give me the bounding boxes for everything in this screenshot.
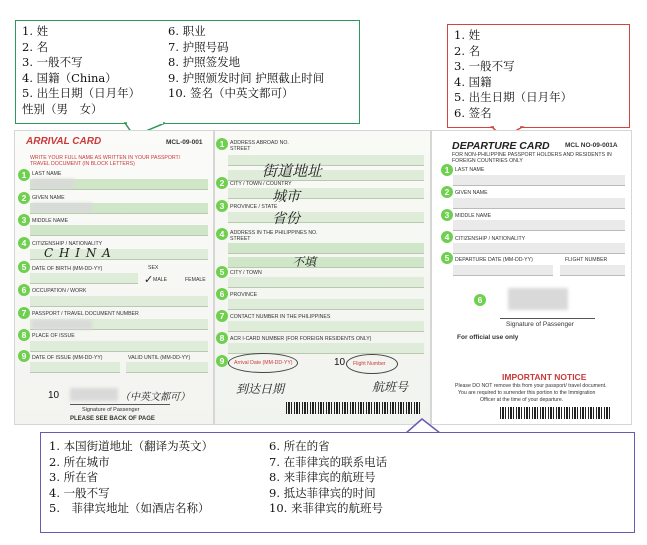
redacted-value (32, 203, 92, 212)
field-badge: 6 (216, 288, 228, 300)
callout-line: 10. 签名（中英文都可） (168, 86, 294, 100)
callout-col-left (22, 24, 140, 117)
arrival-signature-label: Signature of Passenger (82, 407, 140, 413)
field-label-date-of-issue: DATE OF ISSUE (MM-DD-YY) (32, 355, 103, 361)
callout-line: 4. 国籍（China） (22, 70, 117, 85)
address-ph-field[interactable] (228, 243, 424, 254)
callout-line: 5. 出生日期（日月年） (454, 90, 573, 104)
field-label-last-name: LAST NAME (32, 171, 62, 177)
callout-departure-fields (447, 24, 630, 128)
valid-until-field[interactable] (126, 362, 208, 373)
callout-col-left (49, 439, 213, 517)
field-label-dob: DATE OF BIRTH (MM-DD-YY) (32, 266, 103, 272)
handwritten-flight: 航班号 (372, 380, 409, 394)
field-label-province: PROVINCE (230, 292, 258, 298)
contact-number-field[interactable] (228, 321, 424, 332)
field-badge: 7 (216, 310, 228, 322)
see-back-label: PLEASE SEE BACK OF PAGE (70, 416, 155, 422)
notice-title: IMPORTANT NOTICE (502, 372, 587, 382)
field-badge: 1 (216, 138, 228, 150)
field-label-departure-date: DEPARTURE DATE (MM-DD-YY) (455, 257, 533, 263)
field-badge: 6 (474, 294, 486, 306)
callout-line: 4. 一般不写 (49, 485, 110, 500)
callout-line: 5. 菲律宾地址（如酒店名称） (49, 501, 210, 515)
notice-text-1: Please DO NOT remove this from your passport/ travel document. (455, 383, 607, 389)
handwritten-city: 城市 (272, 189, 300, 205)
field-label-middle-name: MIDDLE NAME (455, 213, 492, 219)
field-badge: 2 (441, 186, 453, 198)
callout-line: 1. 姓 (454, 28, 481, 42)
occupation-field[interactable] (30, 296, 208, 307)
field-badge: 5 (441, 252, 453, 264)
field-label-province-state: PROVINCE / STATE (230, 204, 278, 210)
callout-arrival-fields (15, 20, 360, 124)
handwritten-arrival-date: 到达日期 (236, 382, 285, 396)
dep-nationality-field[interactable] (453, 243, 625, 254)
callout-line: 2. 所在城市 (49, 454, 110, 469)
field-label-contact: CONTACT NUMBER IN THE PHILIPPINES (230, 314, 331, 320)
callout-line: 3. 一般不写 (454, 59, 515, 73)
field-badge: 3 (216, 200, 228, 212)
male-label: MALE (153, 277, 168, 283)
callout-line: 4. 国籍 (454, 74, 492, 89)
callout-line: 6. 职业 (168, 24, 206, 38)
handwritten-address: 街道地址 (262, 162, 323, 180)
callout-line: 9. 护照颁发时间 护照截止时间 (168, 70, 325, 85)
official-use-label: For official use only (457, 334, 519, 341)
field-badge: 8 (18, 329, 30, 341)
dob-field[interactable] (30, 273, 138, 284)
field-badge: 2 (18, 192, 30, 204)
field-label-city-country: CITY / TOWN / COUNTRY (230, 181, 292, 187)
field-badge: 9 (216, 355, 228, 367)
field-label-address-ph: ADDRESS IN THE PHILIPPINES NO. STREET (230, 230, 318, 242)
notice-text-2: You are required to surrender this portion to the Immigration (458, 390, 596, 396)
field-label-given-name: GIVEN NAME (455, 190, 488, 196)
dep-given-name-field[interactable] (453, 198, 625, 209)
callout-line: 6. 签名 (454, 105, 492, 120)
dep-flight-field[interactable] (560, 265, 625, 276)
field-label-occupation: OCCUPATION / WORK (32, 288, 87, 294)
barcode (500, 407, 610, 419)
address-abroad-field[interactable] (228, 155, 424, 166)
callout-line: 6. 所在的省 (269, 439, 330, 453)
place-of-issue-field[interactable] (30, 341, 208, 352)
callout-address-fields (40, 432, 635, 533)
callout-line: 7. 护照号码 (168, 39, 229, 54)
nationality-value: C H I N A (44, 246, 112, 260)
field-badge: 4 (18, 237, 30, 249)
date-of-issue-field[interactable] (30, 362, 120, 373)
field-badge: 8 (216, 332, 228, 344)
departure-card-title: DEPARTURE CARD (452, 140, 550, 152)
callout-line: 10. 来菲律宾的航班号 (269, 501, 383, 515)
departure-signature-label: Signature of Passenger (506, 321, 574, 328)
signature-note: （中英文都可） (120, 392, 190, 403)
callout-line: 性别（男 女） (22, 101, 103, 116)
sex-label: SEX (148, 265, 159, 271)
callout-line: 9. 抵达菲律宾的时间 (269, 485, 376, 500)
province-field[interactable] (228, 299, 424, 310)
callout-line: 3. 一般不写 (22, 55, 83, 69)
callout-line: 1. 本国街道地址（翻译为英文） (49, 439, 214, 453)
arrival-card-title: ARRIVAL CARD (26, 136, 102, 147)
field-label-acr: ACR I-CARD NUMBER (FOR FOREIGN RESIDENTS ONLY) (230, 336, 372, 342)
field-label-given-name: GIVEN NAME (32, 195, 65, 201)
field-badge: 4 (441, 231, 453, 243)
signature-number: 10 (48, 390, 60, 401)
callout-line: 2. 名 (22, 39, 49, 54)
female-label: FEMALE (185, 277, 206, 283)
notice-text-3: Officer at the time of your departure. (480, 397, 564, 403)
field-badge: 2 (216, 177, 228, 189)
city-country-field[interactable] (228, 188, 424, 199)
check-mark-icon: ✓ (144, 273, 154, 286)
field-label-nationality: CITIZENSHIP / NATIONALITY (32, 241, 103, 247)
callout-line: 5. 出生日期（日月年） (22, 86, 141, 100)
callout-line: 8. 来菲律宾的航班号 (269, 470, 376, 484)
dep-middle-name-field[interactable] (453, 220, 625, 231)
handwritten-not-filled: 不填 (292, 255, 317, 269)
middle-name-field[interactable] (30, 225, 208, 236)
field-badge: 1 (441, 164, 453, 176)
redacted-value (32, 179, 74, 188)
field-label-arrival-date: Arrival Date (MM-DD-YY) (234, 360, 293, 366)
redacted-value (32, 320, 92, 329)
redacted-signature (508, 288, 568, 310)
field-badge: 7 (18, 307, 30, 319)
field-badge: 1 (18, 169, 30, 181)
dep-date-field[interactable] (453, 265, 553, 276)
signature-line (500, 318, 595, 319)
address-abroad-field-2[interactable] (228, 170, 424, 181)
city-town-field[interactable] (228, 277, 424, 288)
field-label-nationality: CITIZENSHIP / NATIONALITY (455, 236, 526, 242)
field-label-city-town: CITY / TOWN (230, 270, 262, 276)
flight-number-label: FLIGHT NUMBER (565, 257, 608, 263)
arrival-card-code: MCL-09-001 (166, 139, 203, 146)
field-label-flight-number: Flight Number (353, 361, 386, 367)
callout-line: 2. 名 (454, 43, 481, 58)
valid-until-label: VALID UNTIL (MM-DD-YY) (128, 355, 191, 361)
departure-subtitle: FOR NON-PHILIPPINE PASSPORT HOLDERS AND RESIDENTS IN FOREIGN COUNTRIES ONLY (452, 152, 612, 164)
callout-line: 1. 姓 (22, 24, 49, 38)
field-label-last-name: LAST NAME (455, 167, 485, 173)
address-ph-field-2[interactable] (228, 257, 424, 268)
field-badge: 6 (18, 284, 30, 296)
field-label-place-of-issue: PLACE OF ISSUE (32, 333, 75, 339)
field-badge: 5 (18, 261, 30, 273)
province-state-field[interactable] (228, 212, 424, 223)
callout-line: 8. 护照签发地 (168, 55, 241, 69)
barcode (286, 402, 420, 414)
departure-card-code: MCL NO-09-001A (565, 142, 618, 149)
callout-line: 7. 在菲律宾的联系电话 (269, 454, 388, 469)
field-label-passport-number: PASSPORT / TRAVEL DOCUMENT NUMBER (32, 311, 139, 317)
field-label-middle-name: MIDDLE NAME (32, 218, 69, 224)
field-number-10: 10 (334, 357, 346, 368)
callout-line: 3. 所在省 (49, 470, 99, 484)
field-badge: 9 (18, 350, 30, 362)
handwritten-province: 省份 (272, 211, 300, 227)
dep-last-name-field[interactable] (453, 175, 625, 186)
field-badge: 3 (18, 214, 30, 226)
field-badge: 5 (216, 266, 228, 278)
field-badge: 3 (441, 209, 453, 221)
arrival-instructions: WRITE YOUR FULL NAME AS WRITTEN IN YOUR PASSPORT/ TRAVEL DOCUMENT (IN BLOCK LETTERS) (30, 155, 181, 167)
signature-line (70, 404, 170, 405)
field-label-address-abroad: ADDRESS ABROAD NO. STREET (230, 140, 289, 152)
callout-col-right (269, 439, 387, 517)
field-badge: 4 (216, 228, 228, 240)
redacted-signature (70, 388, 118, 401)
callout-col-right (168, 24, 324, 102)
